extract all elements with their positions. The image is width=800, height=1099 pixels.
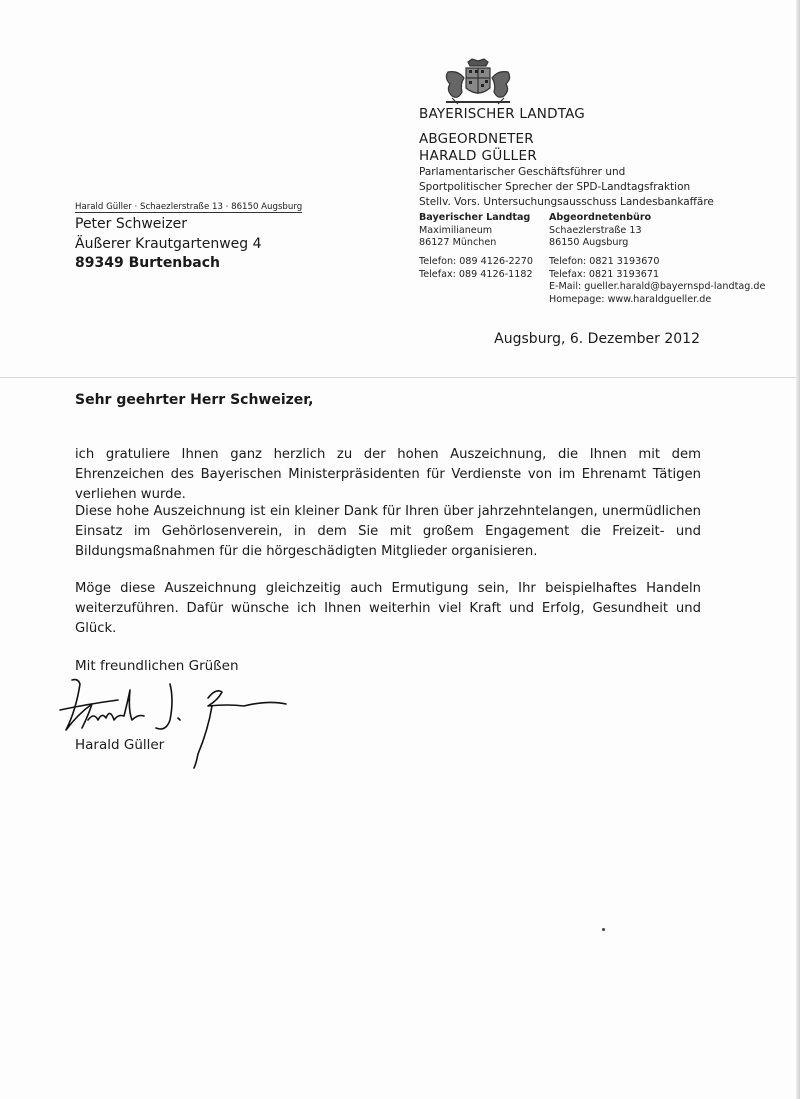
member-role: ABGEORDNETER: [419, 131, 534, 147]
signer-name: Harald Güller: [75, 737, 165, 753]
contact-office-line-1: Schaezlerstraße 13: [549, 224, 642, 236]
contact-landtag-fax: Telefax: 089 4126-1182: [419, 268, 533, 280]
bavarian-coat-of-arms-icon: [438, 58, 518, 106]
contact-landtag-line-2: 86127 München: [419, 237, 497, 249]
page-edge-shadow: [796, 0, 800, 1099]
letter-date: Augsburg, 6. Dezember 2012: [494, 331, 700, 347]
contact-office-homepage: Homepage: www.haraldgueller.de: [549, 293, 712, 305]
function-line-3: Stellv. Vors. Untersuchungsausschuss Landesbankaffäre: [419, 196, 714, 208]
contact-landtag-heading: Bayerischer Landtag: [419, 212, 531, 223]
body-paragraph-1: ich gratuliere Ihnen ganz herzlich zu der hohen Auszeichnung, die Ihnen mit dem Ehrenzeichen des Bayerischen Ministerpräsidenten für Verdienste von im Ehrenamt Tätigen verliehen wurde.: [75, 447, 701, 502]
contact-office: [549, 212, 651, 250]
contact-office-email: E-Mail: gueller.harald@bayernspd-landtag.de: [549, 281, 766, 293]
contact-office-line-2: 86150 Augsburg: [549, 237, 629, 249]
member-name: HARALD GÜLLER: [419, 148, 538, 164]
contact-office-details: [549, 256, 765, 306]
function-line-2: Sportpolitischer Sprecher der SPD-Landtagsfraktion: [419, 181, 691, 193]
contact-office-fax: Telefax: 0821 3193671: [549, 268, 660, 280]
fold-line: [0, 377, 800, 378]
scan-speck: [602, 928, 605, 931]
contact-landtag: [419, 212, 530, 250]
body-paragraph-3: Möge diese Auszeichnung gleichzeitig auch Ermutigung sein, Ihr beispielhaftes Handeln weiterzuführen. Dafür wünsche ich Ihnen weiterhin viel Kraft und Erfolg, Gesundheit und Glück.: [75, 581, 701, 636]
function-line-1: Parlamentarischer Geschäftsführer und: [419, 166, 626, 178]
handwritten-signature: [58, 670, 298, 770]
contact-office-phone: Telefon: 0821 3193670: [549, 256, 660, 267]
recipient-street: Äußerer Krautgartenweg 4: [75, 236, 262, 252]
closing: Mit freundlichen Grüßen: [75, 658, 239, 674]
contact-landtag-phones: [419, 256, 533, 281]
contact-office-heading: Abgeordnetenbüro: [549, 212, 652, 223]
recipient-name: Peter Schweizer: [75, 216, 187, 232]
org-title: BAYERISCHER LANDTAG: [419, 106, 585, 122]
body-paragraph-2: Diese hohe Auszeichnung ist ein kleiner Dank für Ihren über jahrzehntelangen, unermüdlichen Einsatz im Gehörlosenverein, in dem Sie mit großem Engagement die Freizeit- und Bildungsmaßnahmen für die hörgeschädigten Mitglieder organisieren.: [75, 504, 701, 559]
contact-landtag-line-1: Maximilianeum: [419, 224, 493, 236]
recipient-city: 89349 Burtenbach: [75, 255, 221, 271]
contact-landtag-phone: Telefon: 089 4126-2270: [419, 256, 533, 267]
salutation: Sehr geehrter Herr Schweizer,: [75, 392, 314, 408]
sender-return-address: Harald Güller · Schaezlerstraße 13 · 86150 Augsburg: [75, 202, 303, 212]
